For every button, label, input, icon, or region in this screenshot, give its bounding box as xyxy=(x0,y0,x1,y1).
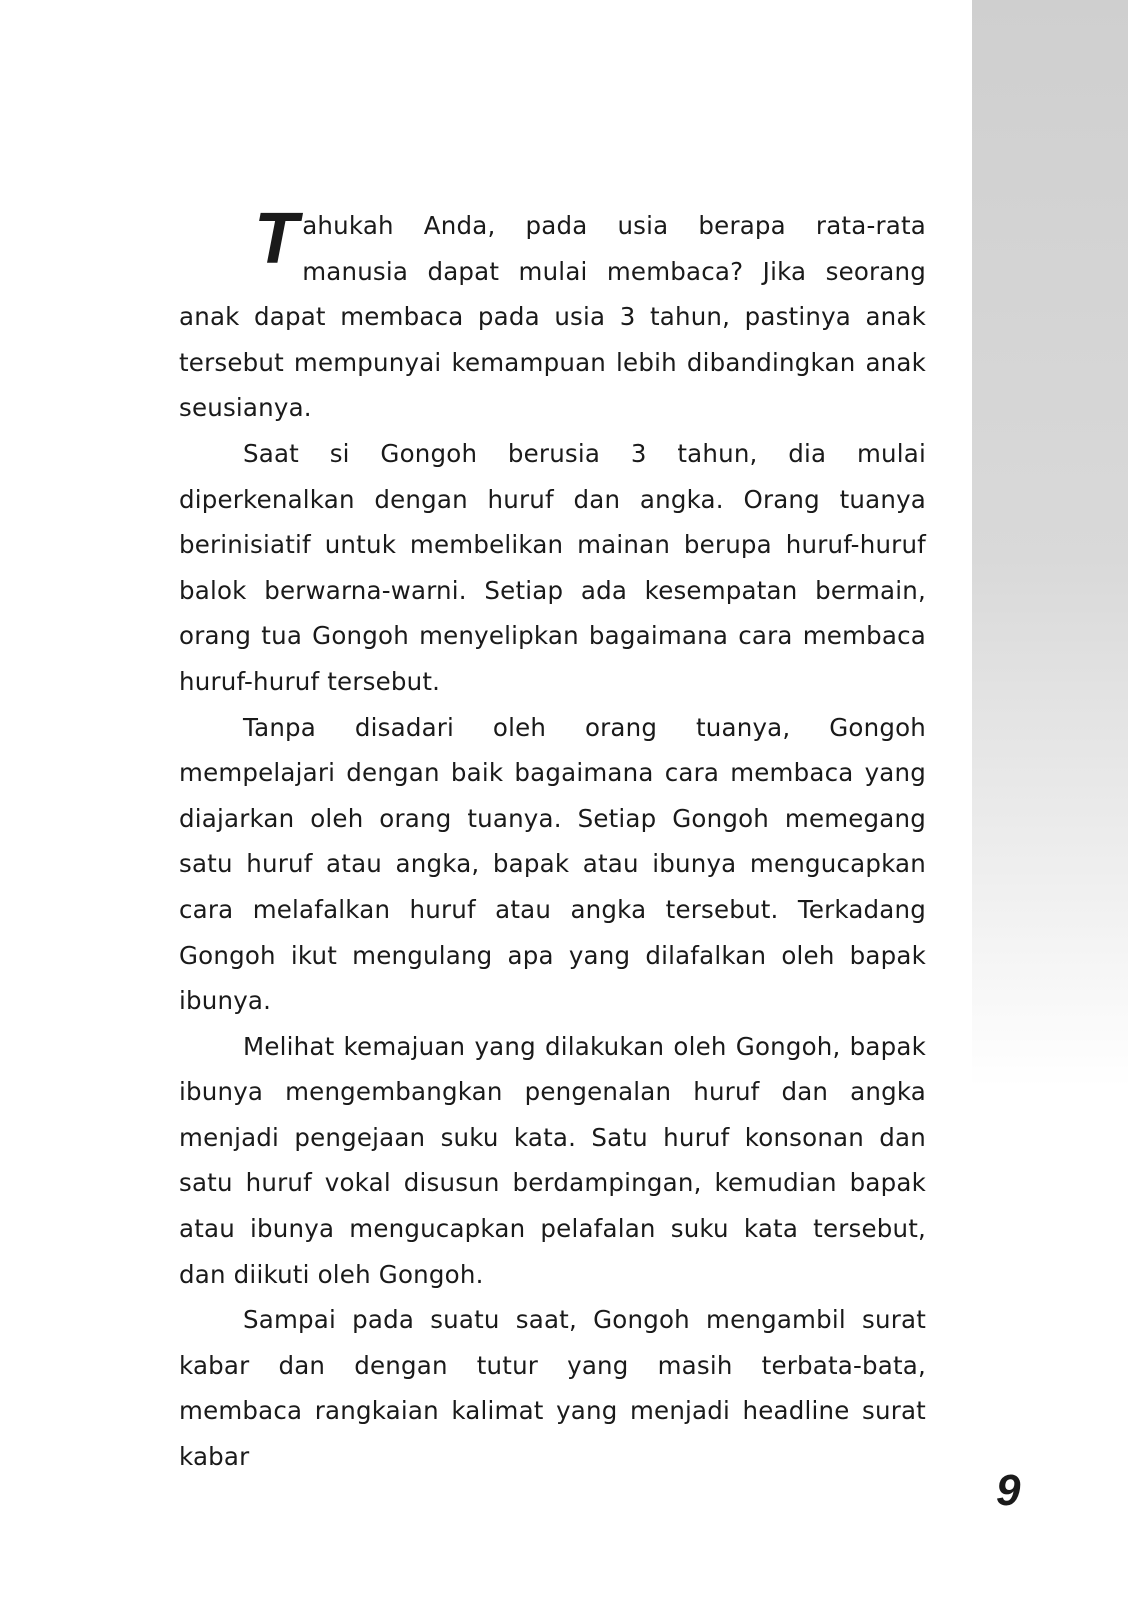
body-text xyxy=(179,199,926,1480)
side-gradient-band xyxy=(972,0,1128,1600)
paragraph-1 xyxy=(179,199,926,431)
paragraph-1-text: ahukah Anda, pada usia berapa rata-rata manusia dapat mulai membaca? Jika seorang anak dapat membaca pada usia 3 tahun, pastinya anak tersebut mempunyai kemampuan lebih dibandingkan anak seusianya. xyxy=(179,211,926,423)
paragraph-3: Tanpa disadari oleh orang tuanya, Gongoh mempelajari dengan baik bagaimana cara membaca yang diajarkan oleh orang tuanya. Setiap Gongoh memegang satu huruf atau angka, bapak atau ibunya mengucapkan cara melafalkan huruf atau angka tersebut. Terkadang Gongoh ikut mengulang apa yang dilafalkan oleh bapak ibunya. xyxy=(179,712,926,1016)
drop-cap: T xyxy=(254,199,299,279)
page-number: 9 xyxy=(996,1466,1021,1515)
paragraph-2: Saat si Gongoh berusia 3 tahun, dia mulai diperkenalkan dengan huruf dan angka. Orang tuanya berinisiatif untuk membelikan mainan berupa huruf-huruf balok berwarna-warni. Setiap ada kesempatan bermain, orang tua Gongoh menyelipkan bagaimana cara membaca huruf-huruf tersebut. xyxy=(179,438,926,696)
paragraph-4: Melihat kemajuan yang dilakukan oleh Gongoh, bapak ibunya mengembangkan pengenalan huruf dan angka menjadi pengejaan suku kata. Satu huruf konsonan dan satu huruf vokal disusun berdampingan, kemudian bapak atau ibunya mengucapkan pelafalan suku kata tersebut, dan diikuti oleh Gongoh. xyxy=(179,1031,926,1289)
paragraph-5: Sampai pada suatu saat, Gongoh mengambil surat kabar dan dengan tutur yang masih terbata-bata, membaca rangkaian kalimat yang menjadi headline surat kabar xyxy=(179,1305,926,1472)
